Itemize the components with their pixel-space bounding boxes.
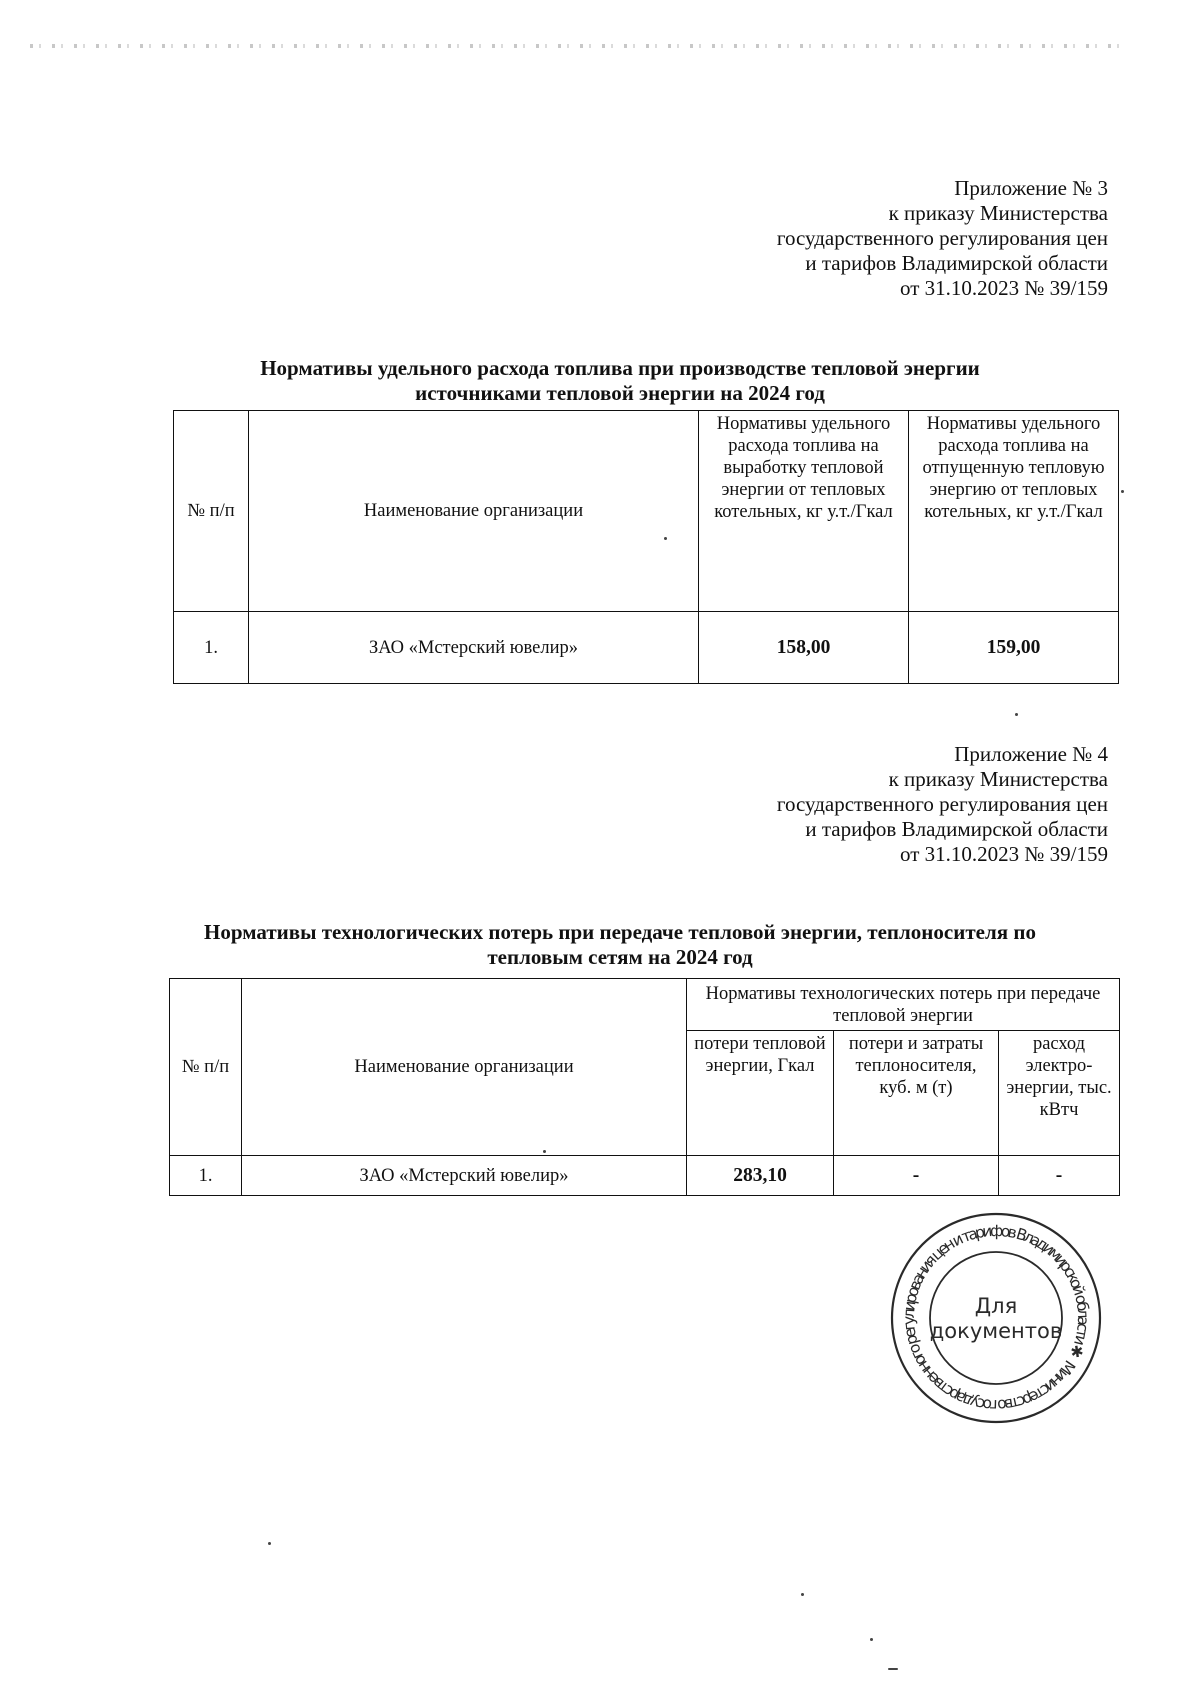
header-number: № п/п (174, 411, 249, 612)
table-row (170, 1156, 1120, 1196)
fuel-consumption-table (173, 410, 1119, 684)
header-organization: Наименование организации (249, 411, 699, 612)
header-organization: Наименование организации (242, 979, 687, 1156)
heat-loss-table (169, 978, 1120, 1196)
scan-speck (870, 1638, 873, 1641)
scan-speck (1121, 490, 1124, 493)
annex-4-header (777, 742, 1108, 867)
row-fuel-supplied-value: 159,00 (909, 612, 1119, 684)
header-heat-loss: потери тепловой энергии, Гкал (687, 1031, 834, 1156)
annex-4-ministry-line: государственного регулирования цен (776, 792, 1108, 816)
scan-edge-noise (30, 44, 1130, 48)
row-number: 1. (174, 612, 249, 684)
row-heat-loss-value: 283,10 (687, 1156, 834, 1196)
table-header-row (170, 979, 1120, 1031)
section-1-heading-line-1: Нормативы удельного расхода топлива при производстве тепловой энергии (260, 356, 980, 380)
row-carrier-loss-value: - (834, 1156, 999, 1196)
section-2-heading-line-2: тепловым сетям на 2024 год (487, 945, 753, 969)
stamp-center-line-2: документов (929, 1319, 1063, 1343)
header-electricity: расход электро-энергии, тыс. кВтч (999, 1031, 1120, 1156)
row-organization: ЗАО «Мстерский ювелир» (242, 1156, 687, 1196)
section-1-heading-line-2: источниками тепловой энергии на 2024 год (415, 381, 825, 405)
scan-speck (268, 1542, 271, 1545)
header-fuel-supplied: Нормативы удельного расхода топлива на отпущенную тепловую энергию от тепловых котельных, кг у.т./Гкал (909, 411, 1119, 612)
section-2-heading-line-1: Нормативы технологических потерь при передаче тепловой энергии, теплоносителя по (204, 920, 1036, 944)
section-2-heading (140, 920, 1100, 970)
annex-3-order-ref: к приказу Министерства (888, 201, 1108, 225)
header-carrier-loss: потери и затраты теплоносителя, куб. м (т) (834, 1031, 999, 1156)
scan-speck (664, 537, 667, 540)
ministry-stamp (888, 1210, 1104, 1426)
table-header-row (174, 411, 1119, 612)
row-fuel-produced-value: 158,00 (699, 612, 909, 684)
row-number: 1. (170, 1156, 242, 1196)
header-fuel-produced: Нормативы удельного расхода топлива на выработку тепловой энергии от тепловых котельных, кг у.т./Гкал (699, 411, 909, 612)
scan-speck (888, 1668, 898, 1670)
stamp-ring-text-path: Министерство государственного регулирования цен и тарифов Владимирской области ✱ (899, 1221, 1093, 1415)
row-electricity-value: - (999, 1156, 1120, 1196)
table-row (174, 612, 1119, 684)
header-number: № п/п (170, 979, 242, 1156)
scan-speck (543, 1150, 546, 1153)
scan-speck (801, 1593, 804, 1596)
annex-4-region-line: и тарифов Владимирской области (805, 817, 1108, 841)
annex-3-header (777, 176, 1108, 301)
row-organization: ЗАО «Мстерский ювелир» (249, 612, 699, 684)
scan-speck (1015, 713, 1018, 716)
section-1-heading (140, 356, 1100, 406)
annex-3-order-date: от 31.10.2023 № 39/159 (899, 276, 1108, 300)
annex-4-title: Приложение № 4 (954, 742, 1108, 766)
annex-3-region-line: и тарифов Владимирской области (805, 251, 1108, 275)
annex-4-order-ref: к приказу Министерства (888, 767, 1108, 791)
header-loss-norms-group: Нормативы технологических потерь при передаче тепловой энергии (687, 979, 1120, 1031)
stamp-center-line-1: Для (974, 1294, 1018, 1318)
annex-3-title: Приложение № 3 (954, 176, 1108, 200)
annex-4-order-date: от 31.10.2023 № 39/159 (899, 842, 1108, 866)
annex-3-ministry-line: государственного регулирования цен (776, 226, 1108, 250)
